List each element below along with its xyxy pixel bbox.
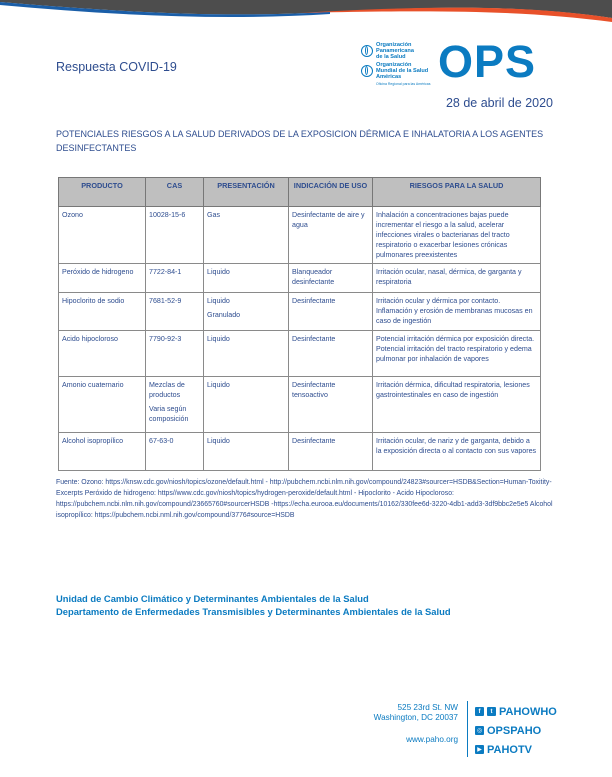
- presentacion-line: Liquido: [207, 297, 230, 305]
- logo-org1-line: Panamericana: [376, 48, 414, 54]
- footer-website-link[interactable]: www.paho.org: [406, 735, 458, 744]
- column-header: PRODUCTO: [59, 178, 146, 207]
- social-handle: PAHOTV: [487, 743, 533, 756]
- presentacion-line: Liquido: [207, 381, 230, 389]
- cell-cas: [146, 207, 204, 264]
- cell-producto: Amonio cuaternario: [59, 377, 146, 433]
- cas-line: 10028-15-6: [149, 211, 186, 219]
- footer-address: [348, 703, 458, 723]
- column-header: RIESGOS PARA LA SALUD: [373, 178, 541, 207]
- social-link-pahotv[interactable]: [475, 740, 557, 759]
- cas-line: Mezclas de productos: [149, 381, 185, 399]
- department-line: Departamento de Enfermedades Transmisibles y Determinantes Ambientales de la Salud: [56, 606, 451, 617]
- cas-line: Varia según composición: [149, 405, 189, 423]
- logo-who: [361, 61, 428, 81]
- cell-indicacion: Desinfectante tensoactivo: [289, 377, 373, 433]
- table-row: [59, 433, 541, 471]
- unit-department: [56, 592, 451, 618]
- social-links: [475, 702, 557, 759]
- social-link-opspaho[interactable]: [475, 721, 557, 740]
- cell-indicacion: Blanqueador desinfectante: [289, 264, 373, 293]
- cell-riesgos: Irritación ocular, de nariz y de garganta, debido a la exposición directa o al contacto con sus vapores: [373, 433, 541, 471]
- ops-logo: [361, 36, 561, 90]
- presentacion-line: Liquido: [207, 268, 230, 276]
- cell-cas: [146, 331, 204, 377]
- table-row: [59, 331, 541, 377]
- youtube-icon: ▶: [475, 745, 484, 754]
- header-swoosh: [0, 0, 612, 40]
- logo-org1-line: de la Salud: [376, 54, 406, 60]
- column-header: PRESENTACIÓN: [204, 178, 289, 207]
- logo-tagline: Oficina Regional para las Américas: [376, 82, 431, 86]
- logo-org2-line: Organización: [376, 62, 412, 68]
- cas-line: 7790-92-3: [149, 335, 182, 343]
- cell-indicacion: Desinfectante: [289, 331, 373, 377]
- presentacion-line: Liquido: [207, 437, 230, 445]
- logo-org2-line: Mundial de la Salud: [376, 68, 429, 74]
- table-row: [59, 207, 541, 264]
- presentacion-line: Gas: [207, 211, 221, 219]
- address-line: 525 23rd St. NW: [397, 703, 458, 712]
- cell-indicacion: Desinfectante: [289, 293, 373, 331]
- cell-producto: Peróxido de hidrogeno: [59, 264, 146, 293]
- facebook-icon: f: [475, 707, 484, 716]
- cell-riesgos: Irritación ocular y dérmica por contacto. Inflamación y erosión de membranas mucosas en caso de ingestión: [373, 293, 541, 331]
- document-title: POTENCIALES RIESGOS A LA SALUD DERIVADOS DE LA EXPOSICION DÉRMICA E INHALATORIA A LOS AGENTES DESINFECTANTES: [56, 129, 544, 153]
- column-header: CAS: [146, 178, 204, 207]
- globe-icon: [361, 45, 373, 57]
- cell-riesgos: Irritación dérmica, dificultad respiratoria, lesiones gastrointestinales en caso de ingestión: [373, 377, 541, 433]
- unit-line: Unidad de Cambio Climático y Determinantes Ambientales de la Salud: [56, 593, 369, 604]
- cell-producto: Acido hipocloroso: [59, 331, 146, 377]
- cell-riesgos: Potencial irritación dérmica por exposición directa. Potencial irritación del tracto respiratorio y edema pulmonar por inhalación de vapores: [373, 331, 541, 377]
- cell-cas: [146, 264, 204, 293]
- risks-table: [58, 177, 541, 471]
- table-row: [59, 293, 541, 331]
- cas-line: 67-63-0: [149, 437, 174, 445]
- cell-presentacion: [204, 207, 289, 264]
- cell-presentacion: [204, 433, 289, 471]
- instagram-icon: ◎: [476, 728, 483, 734]
- social-link-pahowho[interactable]: [475, 702, 557, 721]
- cell-cas: [146, 433, 204, 471]
- social-handle: OPSPAHO: [487, 724, 542, 737]
- cell-presentacion: [204, 377, 289, 433]
- cell-producto: Hipoclorito de sodio: [59, 293, 146, 331]
- presentacion-line: Granulado: [207, 311, 241, 319]
- cell-cas: [146, 293, 204, 331]
- cell-riesgos: Irritación ocular, nasal, dérmica, de garganta y respiratoria: [373, 264, 541, 293]
- table-row: [59, 377, 541, 433]
- document-date: 28 de abril de 2020: [445, 96, 553, 110]
- cell-presentacion: [204, 264, 289, 293]
- address-line: Washington, DC 20037: [373, 713, 458, 722]
- cell-presentacion: [204, 331, 289, 377]
- cas-line: 7681-52-9: [149, 297, 182, 305]
- cas-line: 7722-84-1: [149, 268, 182, 276]
- globe-icon: [361, 65, 373, 77]
- cell-producto: Alcohol isopropílico: [59, 433, 146, 471]
- logo-org2-region: Américas: [376, 74, 402, 80]
- source-references: Fuente: Ozono: https://knsw.cdc.gov/niosh/topics/ozone/default.html - http://pubchem.ncbi.nlm.nih.gov/compound/24823#sourcer=HSDB&Section=Human-Toxitity-Excerpts Peróxido de hidrogeno: https//www.cdc.gov/niosh/topics/hydrogen-peroxide/default.html - Hipoclorito - Acido Hipocloroso: https://pubchem.ncbi.nlm.nih.gov/compound/23665760#sourcerHSDB -https://echa.eurooa.eu/documents/10162/330fee6d-3220-4db1-add3-3df9bbc2e5e5 Alcohol isopropílico: https://pubchem.ncbi.nml.nih.gov/compound/3776#source=HSDB: [56, 479, 553, 519]
- logo-org1-line: Organización: [376, 42, 412, 48]
- cell-cas: [146, 377, 204, 433]
- footer-divider: [467, 701, 468, 757]
- social-handle: PAHOWHO: [499, 705, 557, 718]
- header-label: Respuesta COVID-19: [56, 60, 177, 74]
- presentacion-line: Liquido: [207, 335, 230, 343]
- cell-indicacion: Desinfectante de aire y agua: [289, 207, 373, 264]
- cell-producto: Ozono: [59, 207, 146, 264]
- table-header-row: [59, 178, 541, 207]
- column-header: INDICACIÓN DE USO: [289, 178, 373, 207]
- cell-riesgos: Inhalación a concentraciones bajas puede incrementar el riesgo a la salud, acelerar infecciones virales o bacterianas del tracto respiratorio o exacerbar lesiones crónicas pulmonares preexistentes: [373, 207, 541, 264]
- logo-paho: [361, 41, 414, 61]
- ops-wordmark: OPS: [438, 36, 537, 87]
- cell-indicacion: Desinfectante: [289, 433, 373, 471]
- cell-presentacion: [204, 293, 289, 331]
- twitter-icon: t: [487, 707, 496, 716]
- table-row: [59, 264, 541, 293]
